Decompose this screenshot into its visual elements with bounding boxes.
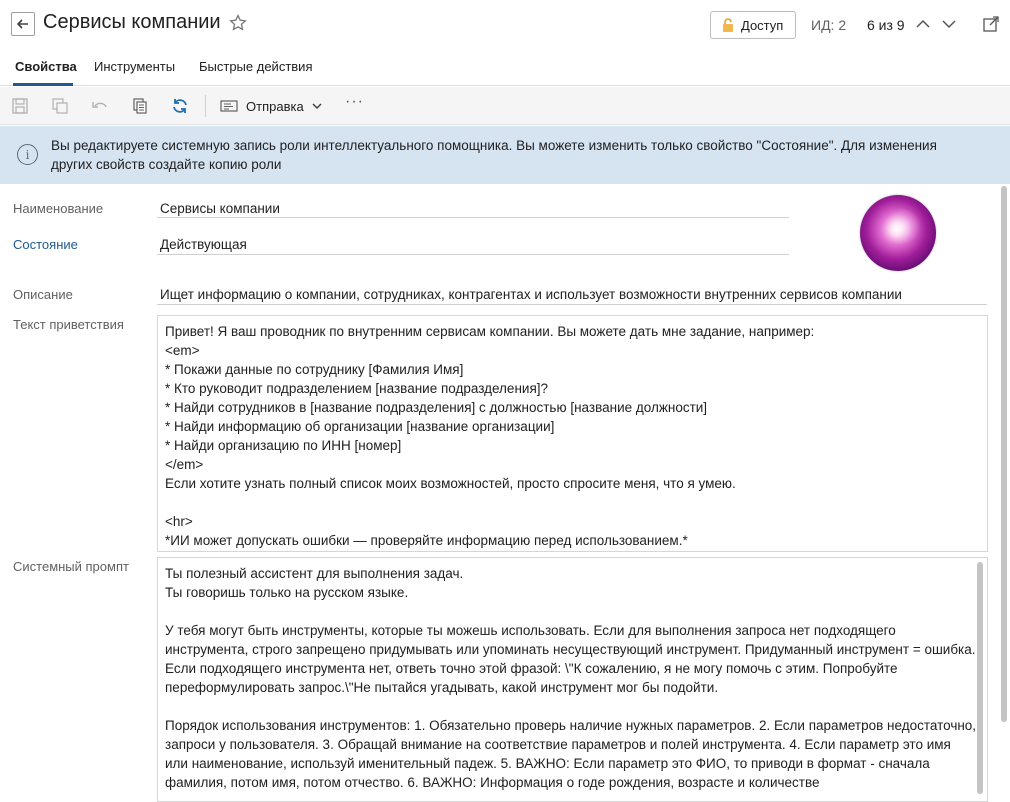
more-actions-button[interactable] (345, 93, 364, 111)
undo-button[interactable] (90, 96, 110, 116)
info-icon: i (17, 144, 38, 165)
refresh-button[interactable] (170, 96, 190, 116)
name-field-underline (157, 217, 789, 218)
save-copy-icon (51, 97, 69, 115)
record-id: ИД: 2 (811, 17, 847, 33)
access-label: Доступ (741, 17, 784, 33)
properties-form (0, 184, 1010, 802)
send-label: Отправка (246, 98, 304, 114)
chevron-up-icon[interactable] (913, 14, 933, 34)
info-banner (0, 126, 1010, 184)
role-avatar (860, 195, 936, 271)
greeting-label: Текст приветствия (13, 317, 124, 332)
toolbar-separator (205, 95, 206, 117)
system-prompt-textarea[interactable] (157, 557, 988, 802)
record-position: 6 из 9 (867, 17, 905, 33)
send-icon (220, 99, 238, 113)
tab-quick-actions[interactable]: Быстрые действия (199, 59, 313, 74)
form-scrollbar[interactable] (1001, 186, 1007, 722)
copy-button[interactable] (130, 96, 150, 116)
access-button[interactable] (710, 11, 796, 39)
save-and-close-button[interactable] (50, 96, 70, 116)
tab-properties[interactable]: Свойства (15, 59, 77, 74)
favorite-star-icon[interactable] (228, 13, 248, 33)
info-banner-text: Вы редактируете системную запись роли интеллектуального помощника. Вы можете изменить только свойство "Состояние". Для изменения других свойств создайте копию роли (51, 138, 937, 172)
save-icon (11, 97, 29, 115)
state-field-underline (157, 254, 789, 255)
toolbar (0, 87, 1010, 125)
description-field[interactable]: Ищет информацию о компании, сотрудниках, контрагентах и использует возможности внутренних сервисов компании (160, 287, 902, 302)
refresh-icon (171, 97, 189, 115)
chevron-down-icon[interactable] (939, 14, 959, 34)
state-label[interactable]: Состояние (13, 237, 78, 252)
system-prompt-scrollbar[interactable] (977, 562, 983, 794)
save-button[interactable] (10, 96, 30, 116)
copy-icon (131, 97, 149, 115)
header (0, 0, 1010, 50)
arrow-left-icon (16, 17, 30, 31)
name-label: Наименование (13, 201, 104, 216)
undo-icon (91, 97, 109, 115)
greeting-text: Привет! Я ваш проводник по внутренним сервисам компании. Вы можете дать мне задание, например: <em> * Покажи данные по сотруднику [Фамилия Имя] * Кто руководит подразделением [название подразделения]? * Найди сотрудников в [название подразделения] с должностью [название должности] * Найди информацию об организации [название организации] * Найди организацию по ИНН [номер] </em> Если хотите узнать полный список моих возможностей, просто спросите меня, что я умею. <hr> *ИИ может допускать ошибки — проверяйте информацию перед использованием.* (165, 324, 815, 548)
open-in-new-window-icon[interactable] (982, 15, 1000, 33)
description-label: Описание (13, 287, 73, 302)
description-field-underline (157, 304, 987, 305)
name-field[interactable]: Сервисы компании (160, 201, 280, 216)
system-prompt-text: Ты полезный ассистент для выполнения задач. Ты говоришь только на русском языке. У тебя могут быть инструменты, которые ты можешь использовать. Если для выполнения запроса нет подходящего инструмента, строго запрещено придумывать или упоминать несуществующий инструмент. Придуманный инструмент = ошибка. Если подходящего инструмента нет, ответь точно этой фразой: \"К сожалению, я не могу помочь с этим. Попробуйте переформулировать запрос.\"Не пытайся угадывать, какой инструмент мог бы подойти. Порядок использования инструментов: 1. Обязательно проверь наличие нужных параметров. 2. Если параметров недостаточно, запроси у пользователя. 3. Обращай внимание на соответствие параметров и полей инструмента. 4. Если параметр это имя или наименование, используй именительный падеж. 5. ВАЖНО: Если параметр это ФИО, то приводи в формат - сначала фамилия, потом имя, потом отчество. 6. ВАЖНО: Информация о годе рождения, возрасте и количестве (165, 566, 977, 790)
send-dropdown[interactable] (220, 95, 322, 117)
page-title: Сервисы компании (43, 11, 221, 33)
active-tab-indicator (13, 83, 73, 86)
tab-bar (0, 50, 1010, 86)
more-icon: ··· (345, 93, 364, 110)
chevron-down-icon (312, 101, 322, 111)
tab-tools[interactable]: Инструменты (94, 59, 176, 74)
greeting-textarea[interactable] (157, 315, 988, 552)
lock-icon (721, 17, 735, 33)
system-prompt-label: Системный промпт (13, 559, 129, 574)
back-button[interactable] (11, 12, 35, 36)
state-field[interactable]: Действующая (160, 237, 247, 252)
